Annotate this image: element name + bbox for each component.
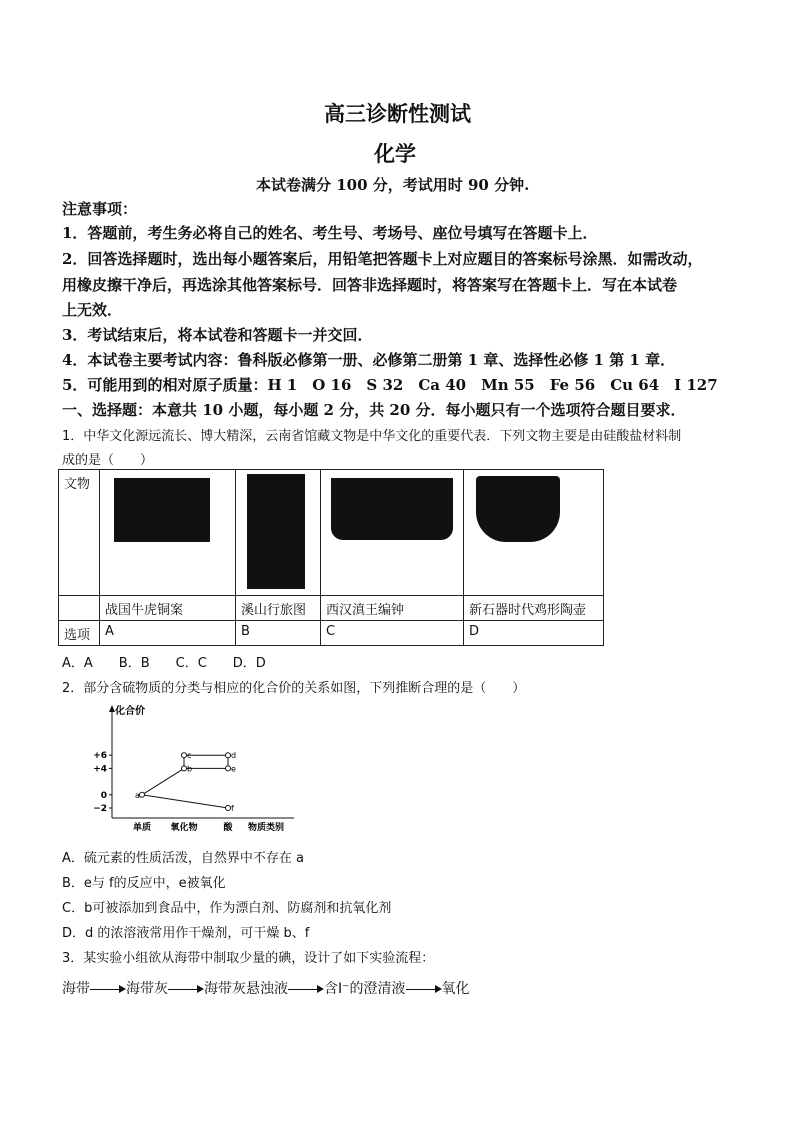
y-tick-label: +4 xyxy=(93,764,107,775)
relic-image-b xyxy=(236,470,321,596)
point-label-b: b xyxy=(187,764,193,774)
point-b xyxy=(182,766,187,771)
flow-arrow-icon xyxy=(90,983,126,995)
flow-step-1: 海带 xyxy=(62,981,90,997)
relic-table xyxy=(58,469,604,646)
q3-stem: 3．某实验小组欲从海带中制取少量的碘，设计了如下实验流程： xyxy=(62,951,435,966)
q3-flow xyxy=(62,978,470,998)
flow-step-4: 含I⁻的澄清液 xyxy=(324,981,406,997)
relic-image-c xyxy=(321,470,464,596)
subject-title: 化学 xyxy=(374,141,416,166)
flow-arrow-icon xyxy=(288,983,324,995)
option-row-header: 选项 xyxy=(59,621,100,646)
note-2-line-2: 用橡皮擦干净后，再选涂其他答案标号．回答非选择题时，将答案写在答题卡上．写在本试卷 xyxy=(62,276,678,294)
flow-arrow-icon xyxy=(168,983,204,995)
q2-choice-a: A．硫元素的性质活泼，自然界中不存在 a xyxy=(62,851,304,866)
flow-step-3: 海带灰悬浊液 xyxy=(204,981,288,997)
point-label-e: e xyxy=(231,764,236,774)
flow-arrow-icon xyxy=(406,983,442,995)
point-e xyxy=(226,766,231,771)
q1-stem-line-2: 成的是（ ） xyxy=(62,453,154,468)
note-4: 4．本试卷主要考试内容：鲁科版必修第一册、必修第二册第 1 章、选择性必修 1 第 1 章． xyxy=(62,351,676,369)
option-c: C xyxy=(321,621,464,646)
q2-stem: 2．部分含硫物质的分类与相应的化合价的关系如图，下列推断合理的是（ ） xyxy=(62,681,526,696)
relic-name-d: 新石器时代鸡形陶壶 xyxy=(464,596,604,621)
link-a-f xyxy=(142,795,228,808)
relic-name-spacer xyxy=(59,596,100,621)
flow-step-2: 海带灰 xyxy=(126,981,168,997)
point-label-c: c xyxy=(187,751,192,761)
relic-name-b: 溪山行旅图 xyxy=(236,596,321,621)
valence-chart xyxy=(62,700,302,840)
q1-choices: A．A B．B C．C D．D xyxy=(62,656,266,671)
note-1: 1．答题前，考生务必将自己的姓名、考生号、考场号、座位号填写在答题卡上． xyxy=(62,224,598,242)
point-label-f: f xyxy=(231,804,234,813)
option-d: D xyxy=(464,621,604,646)
x-axis-label: 物质类别 xyxy=(248,823,285,833)
q2-choice-c: C．b可被添加到食品中，作为漂白剂、防腐剂和抗氧化剂 xyxy=(62,901,392,916)
relic-row-header: 文物 xyxy=(59,470,100,596)
exam-info: 本试卷满分 100 分，考试用时 90 分钟. xyxy=(256,176,530,194)
point-d xyxy=(226,753,231,758)
section-heading: 一、选择题：本意共 10 小题，每小题 2 分，共 20 分．每小题只有一个选项符合题目要求． xyxy=(62,401,686,419)
option-b: B xyxy=(236,621,321,646)
link-a-b xyxy=(142,768,184,794)
page-title: 高三诊断性测试 xyxy=(324,101,471,126)
note-5: 5．可能用到的相对原子质量：H 1 O 16 S 32 Ca 40 Mn 55 Fe 56 Cu 64 I 127 xyxy=(62,376,718,394)
x-tick-label: 单质 xyxy=(132,823,152,833)
notes-heading: 注意事项： xyxy=(62,200,138,218)
x-tick-label: 氧化物 xyxy=(170,823,198,833)
relic-image-a xyxy=(100,470,236,596)
relic-name-a: 战国牛虎铜案 xyxy=(100,596,236,621)
flow-step-5: 氧化 xyxy=(441,981,470,997)
option-a: A xyxy=(100,621,236,646)
relic-name-c: 西汉滇王编钟 xyxy=(321,596,464,621)
point-a xyxy=(140,792,145,797)
point-f xyxy=(226,806,231,811)
point-label-d: d xyxy=(231,751,237,761)
y-tick-label: 0 xyxy=(100,790,107,801)
note-2-line-1: 2．回答选择题时，选出每小题答案后，用铅笔把答题卡上对应题目的答案标号涂黑．如需改动， xyxy=(62,250,703,268)
relic-image-d xyxy=(464,470,604,596)
y-tick-label: +6 xyxy=(93,751,107,762)
q2-choice-b: B．e与 f的反应中，e被氧化 xyxy=(62,876,226,891)
point-c xyxy=(182,753,187,758)
point-label-a: a xyxy=(135,790,140,800)
q1-stem-line-1: 1．中华文化源远流长、博大精深，云南省馆藏文物是中华文化的重要代表．下列文物主要是由硅酸盐材料制 xyxy=(62,429,682,444)
q2-choice-d: D．d 的浓溶液常用作干燥剂，可干燥 b、f xyxy=(62,926,310,941)
note-3: 3．考试结束后，将本试卷和答题卡一并交回． xyxy=(62,326,373,344)
y-axis-label: 化合价 xyxy=(115,706,145,717)
x-tick-label: 酸 xyxy=(223,823,233,833)
y-tick-label: −2 xyxy=(93,804,107,814)
note-2-line-3: 上无效． xyxy=(62,301,123,319)
